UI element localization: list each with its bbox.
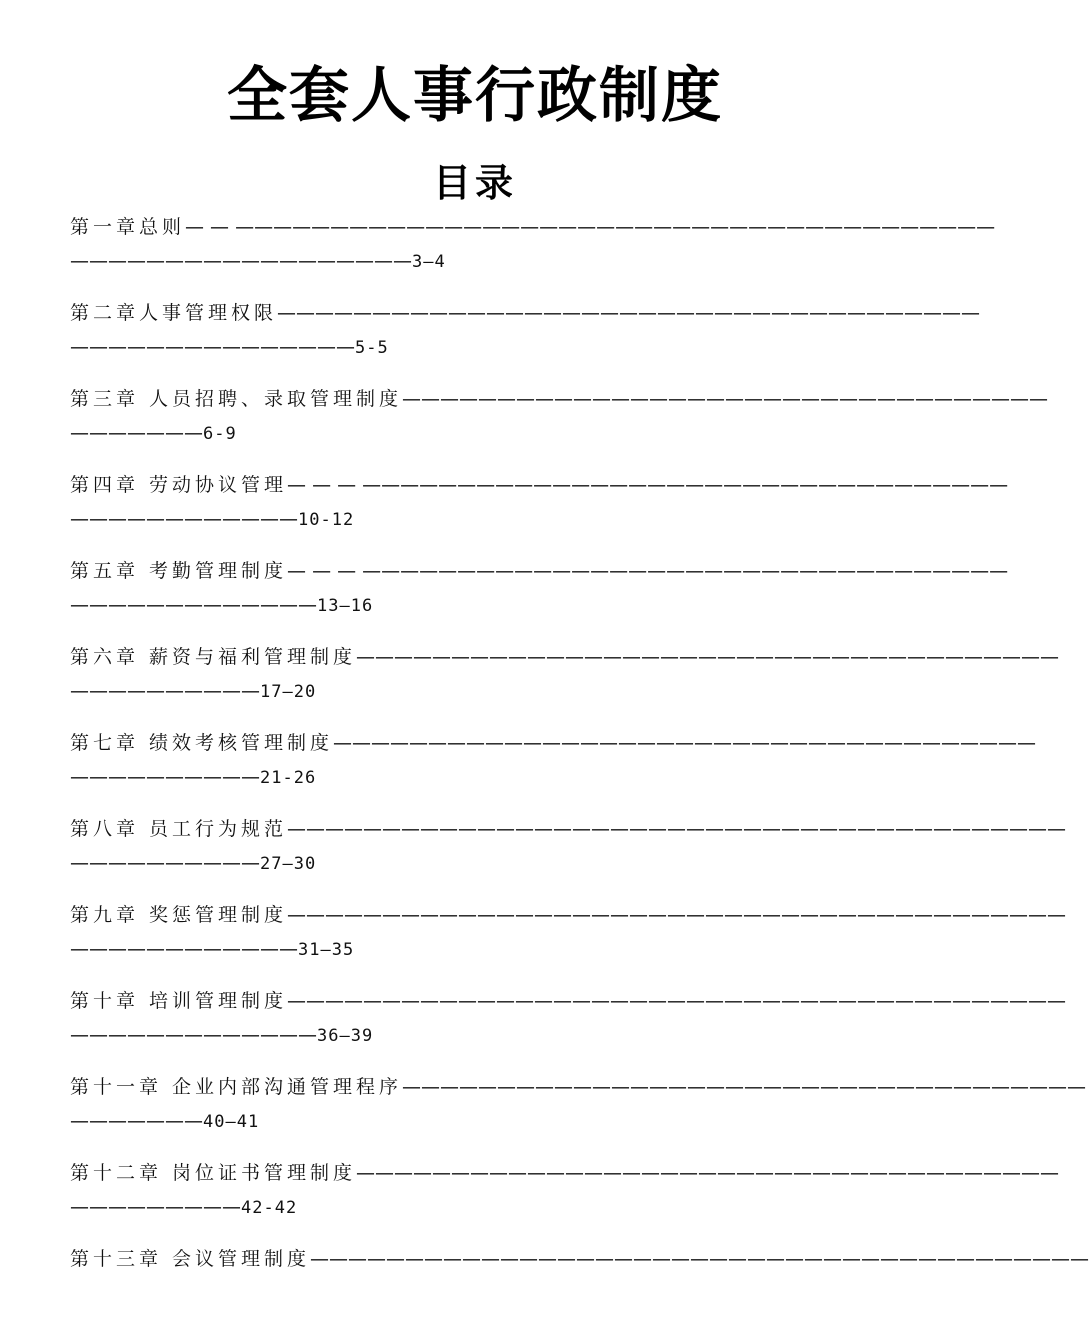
dot-leader-continuation: —————————— [70, 766, 260, 788]
dot-leader: — — — —————————————————————————————————— [287, 474, 1009, 496]
toc-entry-chapter-11[interactable] [70, 1070, 1087, 1156]
dot-leader-continuation: ———————————— [70, 508, 298, 530]
toc-entry-chapter-13[interactable] [70, 1242, 1089, 1328]
page-range: 10-12 [298, 510, 355, 530]
dot-leader-continuation: ————————————— [70, 594, 317, 616]
dot-leader-continuation: ———————————— [70, 938, 298, 960]
dot-leader: ———————————————————————————————————— [402, 1076, 1087, 1098]
page-range: 40—41 [203, 1112, 260, 1132]
dot-leader: ————————————————————————————————————— [333, 732, 1037, 754]
toc-entry-chapter-8[interactable] [70, 812, 1067, 898]
table-of-contents [70, 210, 1089, 1328]
page-range: 36—39 [317, 1026, 374, 1046]
dot-leader-continuation: ————————— [70, 1196, 241, 1218]
page-range: 21-26 [260, 768, 317, 788]
dot-leader-continuation: ——————————————— [70, 336, 355, 358]
dot-leader: ————————————————————————————————————————— [287, 990, 1067, 1012]
page-range: 27—30 [260, 854, 317, 874]
page-range: 17—20 [260, 682, 317, 702]
dot-leader: ————————————————————————————————————————— [310, 1248, 1089, 1270]
dot-leader-continuation: —————————— [70, 852, 260, 874]
toc-entry-label: 第十二章 岗位证书管理制度 [70, 1162, 357, 1184]
toc-entry-label: 第五章 考勤管理制度 [70, 560, 288, 582]
toc-entry-label: 第一章总则 [70, 216, 186, 238]
page-range: 6-9 [203, 424, 237, 444]
toc-entry-label: 第六章 薪资与福利管理制度 [70, 646, 357, 668]
toc-entry-label: 第四章 劳动协议管理 [70, 474, 288, 496]
toc-heading: 目录 [432, 160, 517, 205]
dot-leader: ————————————————————————————————————— [356, 1162, 1060, 1184]
toc-entry-chapter-1[interactable] [70, 210, 996, 296]
dot-leader: ————————————————————————————————————— [356, 646, 1060, 668]
page-range: 5-5 [355, 338, 389, 358]
dot-leader-continuation: —————————————————— [70, 250, 412, 272]
dot-leader: —————————————————————————————————— [402, 388, 1049, 410]
dot-leader: ————————————————————————————————————————— [287, 818, 1067, 840]
toc-entry-chapter-5[interactable] [70, 554, 1009, 640]
toc-entry-label: 第十一章 企业内部沟通管理程序 [70, 1076, 403, 1098]
dot-leader: ————————————————————————————————————— [277, 302, 981, 324]
document-title: 全套人事行政制度 [227, 61, 723, 131]
dot-leader-continuation: —————————— [70, 680, 260, 702]
toc-entry-chapter-9[interactable] [70, 898, 1067, 984]
dot-leader: — — — —————————————————————————————————— [287, 560, 1009, 582]
toc-entry-chapter-6[interactable] [70, 640, 1060, 726]
toc-entry-label: 第十章 培训管理制度 [70, 990, 288, 1012]
toc-entry-chapter-3[interactable] [70, 382, 1049, 468]
toc-entry-label: 第十三章 会议管理制度 [70, 1248, 311, 1270]
page-range: 3—4 [412, 252, 446, 272]
page-range: 42-42 [241, 1198, 298, 1218]
page-range: 13—16 [317, 596, 374, 616]
toc-entry-chapter-7[interactable] [70, 726, 1037, 812]
toc-entry-label: 第九章 奖惩管理制度 [70, 904, 288, 926]
toc-entry-chapter-12[interactable] [70, 1156, 1060, 1242]
dot-leader: — — ———————————————————————————————————————— [185, 216, 996, 238]
dot-leader: ————————————————————————————————————————— [287, 904, 1067, 926]
toc-entry-chapter-4[interactable] [70, 468, 1009, 554]
dot-leader-continuation: ————————————— [70, 1024, 317, 1046]
toc-entry-label: 第八章 员工行为规范 [70, 818, 288, 840]
toc-entry-label: 第二章人事管理权限 [70, 302, 278, 324]
page-range: 31—35 [298, 940, 355, 960]
toc-entry-label: 第三章 人员招聘、录取管理制度 [70, 388, 403, 410]
toc-entry-chapter-10[interactable] [70, 984, 1067, 1070]
dot-leader-continuation: ——————— [70, 422, 203, 444]
toc-entry-label: 第七章 绩效考核管理制度 [70, 732, 334, 754]
toc-entry-chapter-2[interactable] [70, 296, 981, 382]
dot-leader-continuation: ——————— [70, 1110, 203, 1132]
